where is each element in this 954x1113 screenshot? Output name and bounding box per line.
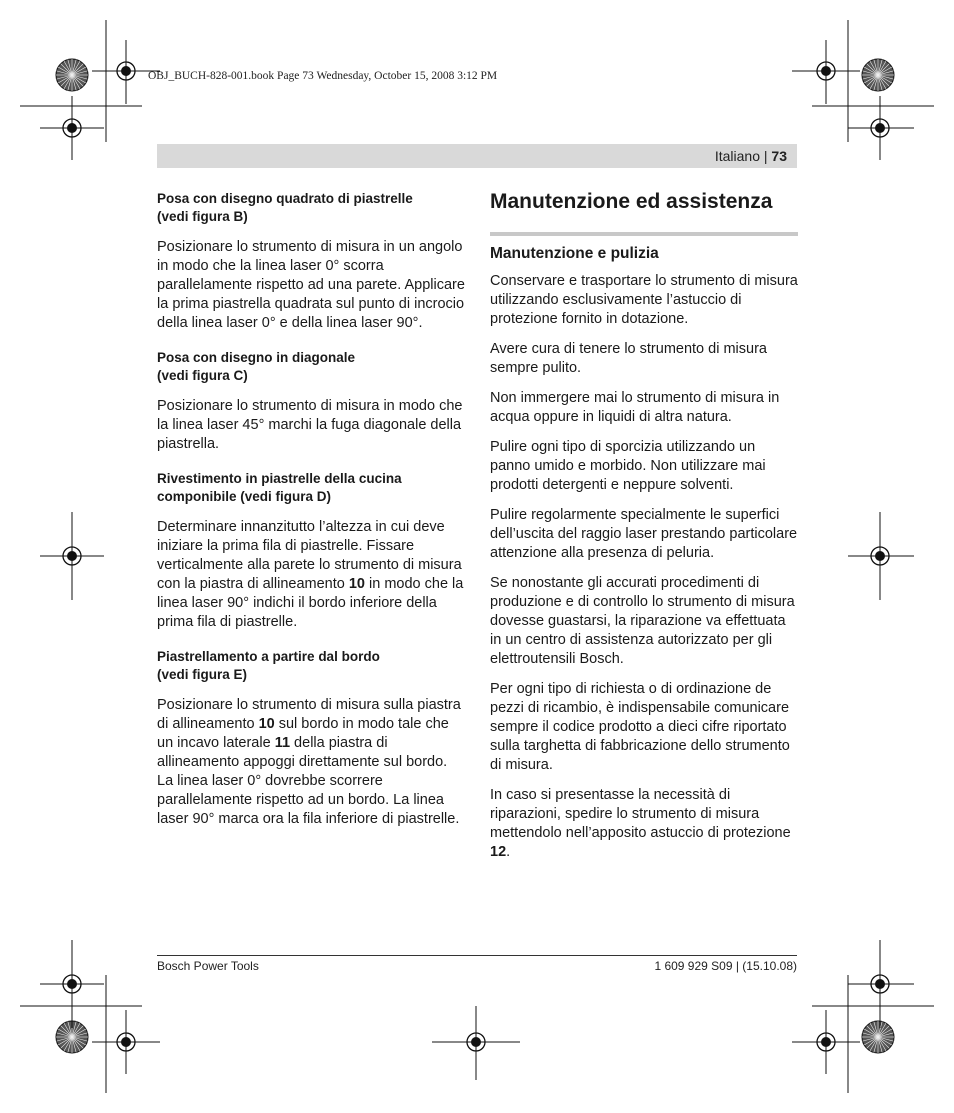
section-body: Posizionare lo strumento di misura in modo che la linea laser 45° marchi la fuga diagonale della piastrella. [157, 398, 463, 452]
section-heading [157, 349, 467, 385]
paragraph [490, 786, 798, 862]
page-number: 73 [771, 148, 787, 164]
section-body [157, 696, 467, 829]
paragraph: Se nonostante gli accurati procedimenti di produzione e di controllo lo strumento di misura dovesse guastarsi, la riparazione va effettuata in un centro di assistenza autorizzato per gli elettroutensili Bosch. [490, 575, 795, 667]
print-header: OBJ_BUCH-828-001.book Page 73 Wednesday, October 15, 2008 3:12 PM [148, 70, 498, 82]
section-kitchen-tiling [157, 470, 467, 632]
section-body: Posizionare lo strumento di misura in un angolo in modo che la linea laser 0° scorra parallelamente rispetto ad una parete. Applicare la prima piastrella quadrata sul punto di incrocio della linea laser 0° e della linea laser 90°. [157, 239, 465, 331]
heading-line: componibile (vedi figura D) [157, 489, 332, 504]
paragraph: Non immergere mai lo strumento di misura in acqua oppure in liquidi di altra natura. [490, 390, 780, 425]
section-heading [157, 470, 467, 506]
right-column [490, 186, 798, 873]
heading-line: Piastrellamento a partire dal bordo [157, 649, 380, 664]
footer-brand: Bosch Power Tools [157, 959, 259, 973]
body-text: della piastra di allineamento appoggi direttamente sul bordo. La linea laser 0° dovrebbe scorrere parallelamente rispetto ad un bordo. La linea laser 90° marca ora la fila inferiore di piastrelle. [157, 735, 460, 827]
heading-line: (vedi figura C) [157, 368, 248, 383]
heading-line: Posa con disegno in diagonale [157, 350, 356, 365]
section-square-tiling [157, 190, 467, 333]
body-text: sul bordo in modo tale che un incavo laterale [157, 716, 449, 751]
section-edge-tiling [157, 648, 467, 829]
section-body [157, 518, 467, 632]
footer-code: 1 609 929 S09 | (15.10.08) [654, 959, 797, 973]
page-band [157, 144, 797, 168]
reference-number: 10 [258, 716, 275, 732]
language-label: Italiano [714, 148, 760, 164]
section-diagonal-tiling [157, 349, 467, 454]
reference-number: 12 [490, 844, 507, 860]
heading-line: Posa con disegno quadrato di piastrelle [157, 191, 413, 206]
page-number-label [715, 148, 787, 164]
title-rule [490, 232, 798, 236]
heading-line: (vedi figura B) [157, 209, 248, 224]
heading-line: Rivestimento in piastrelle della cucina [157, 471, 402, 486]
left-column [157, 190, 467, 841]
heading-line: (vedi figura E) [157, 667, 248, 682]
body-text: In caso si presentasse la necessità di riparazioni, spedire lo strumento di misura mettendolo nell’apposito astuccio di protezione [490, 787, 791, 841]
body-text: in modo che la linea laser 90° indichi il bordo inferiore della prima fila di piastrelle. [157, 576, 464, 630]
paragraph: Pulire regolarmente specialmente le superfici dell’uscita del raggio laser prestando particolare attenzione alla presenza di peluria. [490, 507, 798, 561]
paragraph: Avere cura di tenere lo strumento di misura sempre pulito. [490, 341, 767, 376]
body-text: Posizionare lo strumento di misura sulla piastra di allineamento [157, 697, 461, 732]
section-subtitle: Manutenzione e pulizia [490, 245, 659, 262]
body-text: Determinare innanzitutto l’altezza in cui deve iniziare la prima fila di piastrelle. Fissare verticalmente alla parete lo strumento di misura con la piastra di allineamento [157, 519, 462, 592]
chapter-title: Manutenzione ed assistenza [490, 190, 773, 213]
paragraph: Pulire ogni tipo di sporcizia utilizzando un panno umido e morbido. Non utilizzare mai prodotti detergenti e neppure solventi. [490, 439, 766, 493]
footer-rule [157, 955, 797, 956]
reference-number: 11 [274, 735, 291, 751]
body-text: . [506, 844, 511, 860]
section-heading [157, 190, 467, 226]
paragraph: Conservare e trasportare lo strumento di misura utilizzando esclusivamente l’astuccio di protezione fornito in dotazione. [490, 273, 798, 327]
separator: | [763, 148, 768, 164]
section-heading [157, 648, 467, 684]
paragraph: Per ogni tipo di richiesta o di ordinazione de pezzi di ricambio, è indispensabile comunicare sempre il codice prodotto a dieci cifre riportato sulla targhetta di fabbricazione dello strumento di misura. [490, 681, 790, 773]
reference-number: 10 [348, 576, 365, 592]
